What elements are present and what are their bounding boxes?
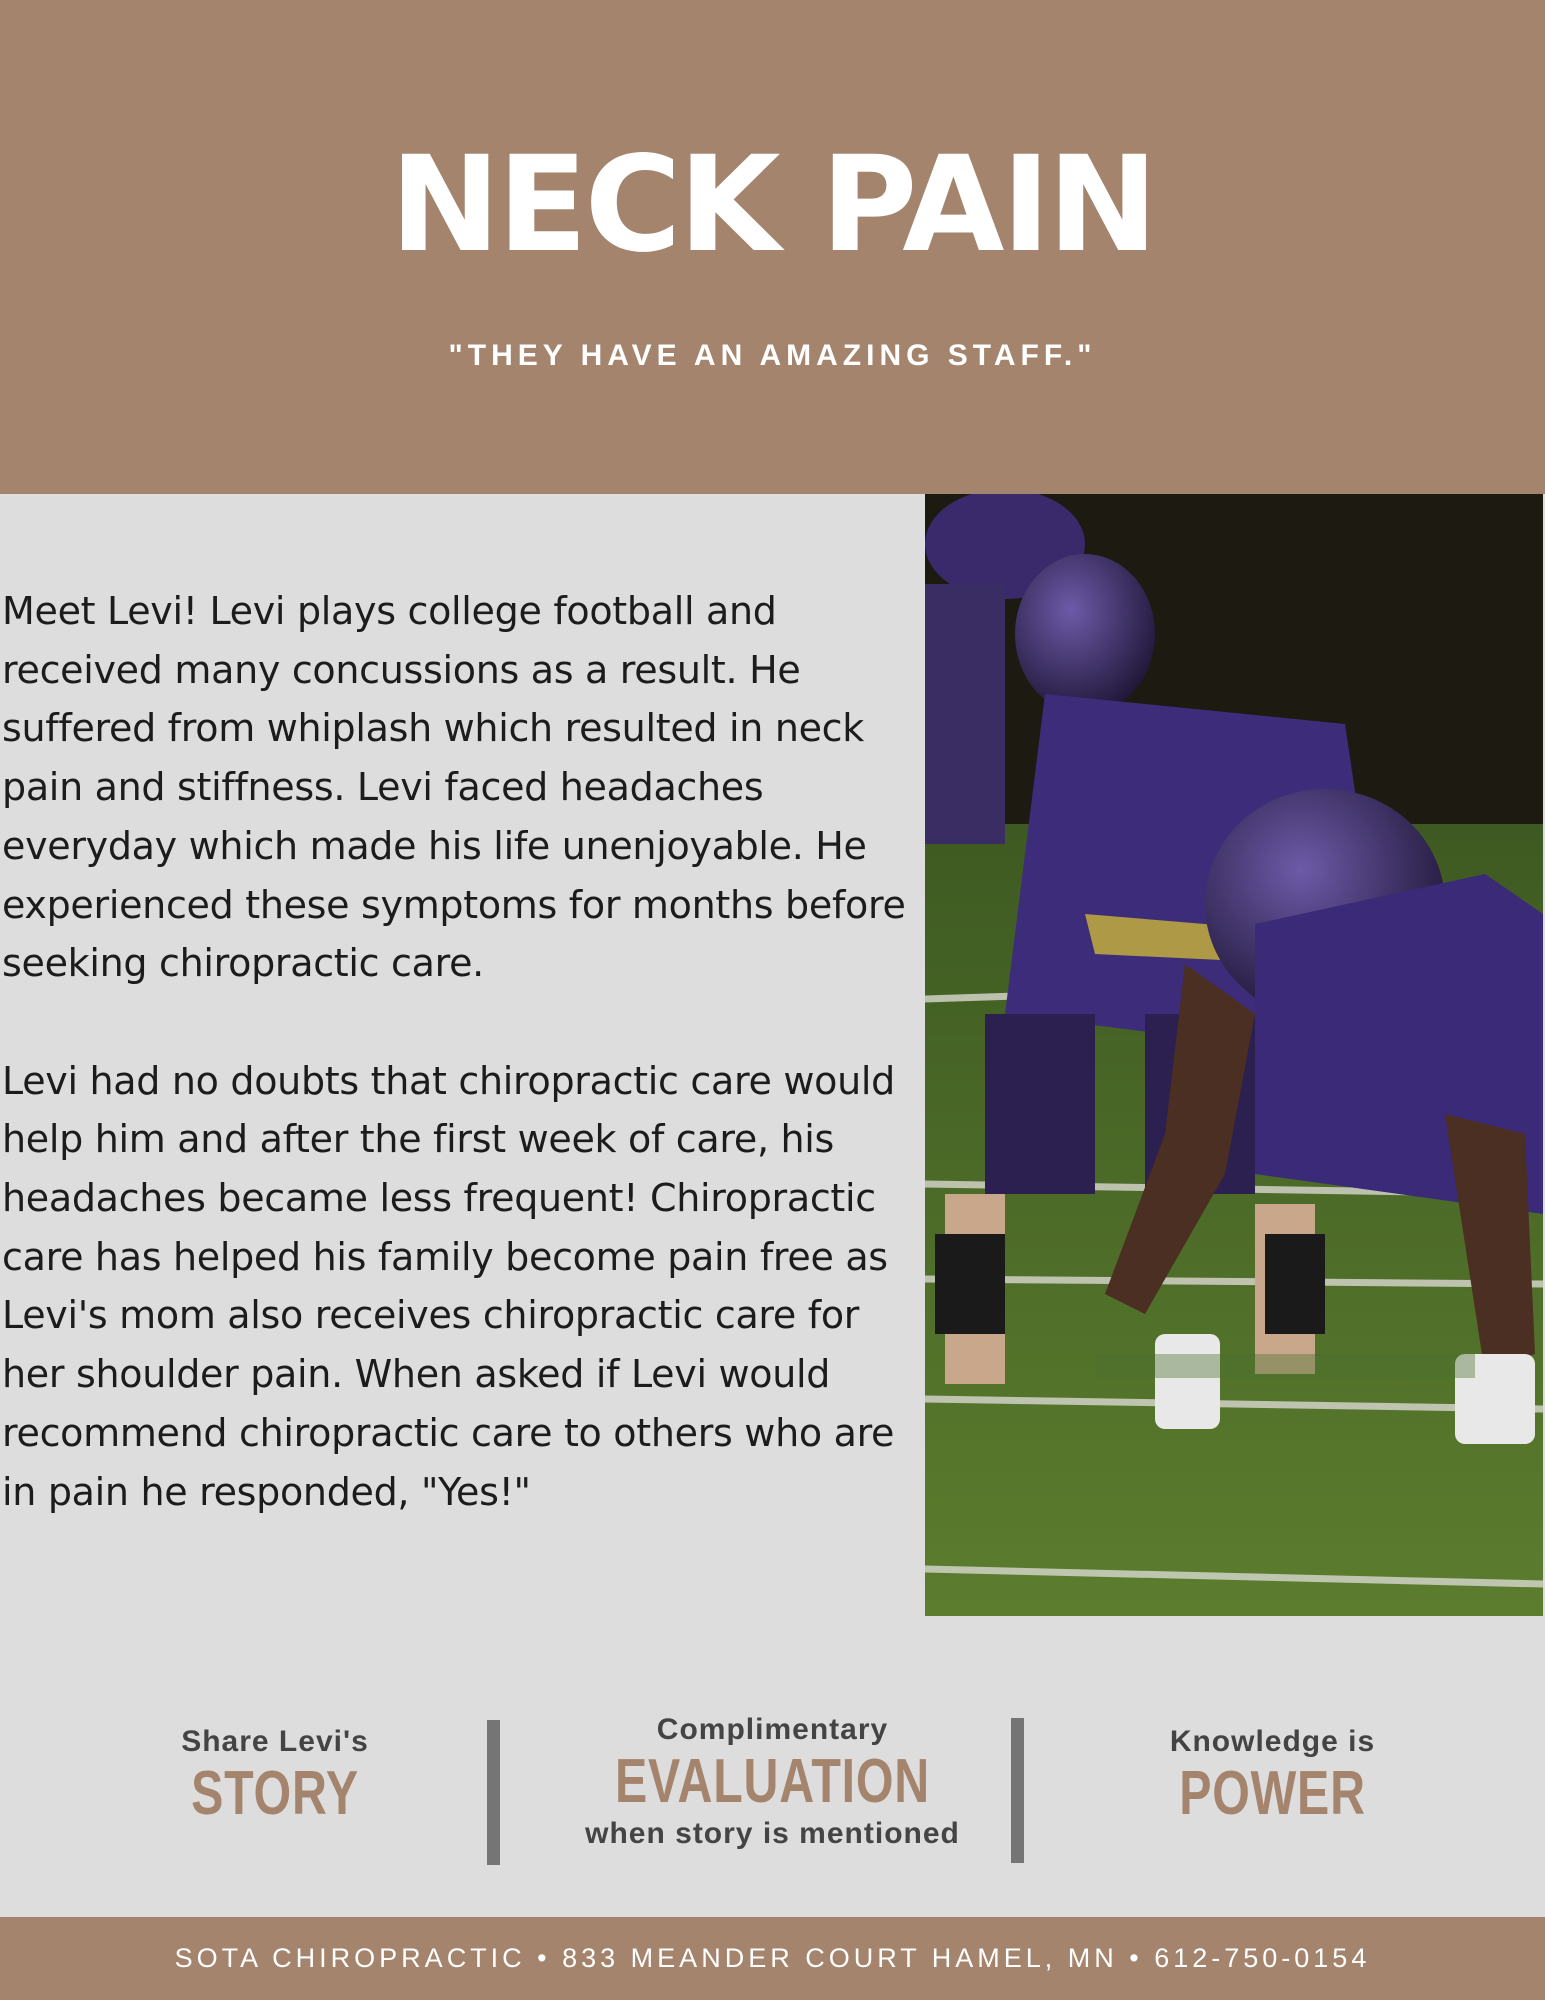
page-title: NECK PAIN bbox=[389, 128, 1156, 282]
cta-divider bbox=[1011, 1718, 1024, 1863]
cta-knowledge-power bbox=[1130, 1725, 1415, 1885]
football-players-photo bbox=[925, 494, 1543, 1616]
cta-share-label: Share Levi's bbox=[181, 1725, 369, 1758]
cta-knowledge-heading: POWER bbox=[1179, 1759, 1366, 1828]
cta-evaluation-note: when story is mentioned bbox=[585, 1817, 960, 1850]
cta-evaluation-label: Complimentary bbox=[656, 1713, 889, 1746]
story-text bbox=[2, 582, 912, 1580]
footer-contact-info: SOTA CHIROPRACTIC • 833 MEANDER COURT HAMEL, MN • 612-750-0154 bbox=[174, 1943, 1371, 1973]
page-subtitle-quote: "THEY HAVE AN AMAZING STAFF." bbox=[448, 339, 1097, 372]
cta-share-heading: STORY bbox=[191, 1759, 359, 1828]
cta-complimentary-evaluation bbox=[540, 1713, 1005, 1873]
football-photo-illustration bbox=[925, 494, 1543, 1616]
cta-knowledge-label: Knowledge is bbox=[1169, 1725, 1376, 1758]
cta-share-story bbox=[120, 1725, 430, 1885]
story-paragraph: Levi had no doubts that chiropractic care would help him and after the first week of care, his headaches became less frequent! Chiropractic care has helped his family become pain free as Levi's mom also receives chiropractic care for her shoulder pain. When asked if Levi would recommend chiropractic care to others who are in pain he responded, "Yes!" bbox=[2, 1058, 895, 1514]
cta-evaluation-heading: EVALUATION bbox=[615, 1747, 930, 1816]
story-paragraph: Meet Levi! Levi plays college football and received many concussions as a result. He suffered from whiplash which resulted in neck pain and stiffness. Levi faced headaches everyday which made his life unenjoyable. He experienced these symptoms for months before seeking chiropractic care. bbox=[2, 589, 906, 986]
cta-divider bbox=[487, 1720, 500, 1865]
